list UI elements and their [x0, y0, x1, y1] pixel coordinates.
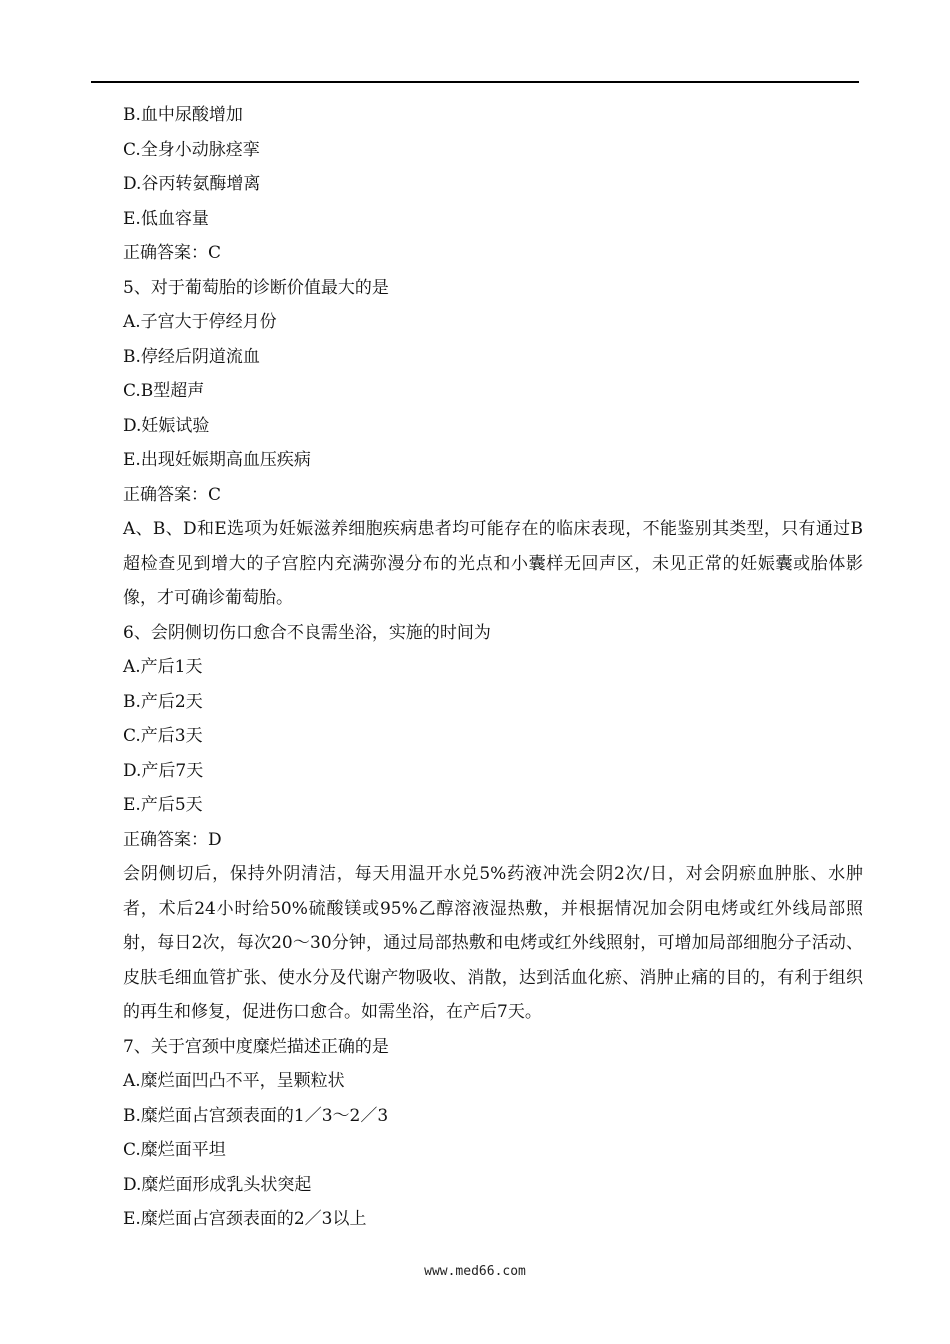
q4-option-d: D.谷丙转氨酶增离: [123, 174, 261, 194]
q4-option-b: B.血中尿酸增加: [123, 105, 243, 125]
q5-question: 5、对于葡萄胎的诊断价值最大的是: [123, 277, 389, 298]
q5-answer: 正确答案：C: [123, 484, 222, 505]
q6-explanation: 会阴侧切后，保持外阴清洁，每天用温开水兑5%药液冲洗会阴2次/日，对会阴瘀血肿胀、水肿者，术后24小时给50%硫酸镁或95%乙醇溶液湿热敷，并根据情况加会阴电烤或红外线局部照射，每日2次，每次20～30分钟，通过局部热敷和电烤或红外线照射，可增加局部细胞分子活动、皮肤毛细血管扩张、使水分及代谢产物吸收、消散，达到活血化瘀、消肿止痛的目的，有利于组织的再生和修复，促进伤口愈合。如需坐浴，在产后7天。: [123, 864, 863, 1022]
q4-answer: 正确答案：C: [123, 243, 222, 263]
q7-option-c: C.糜烂面平坦: [123, 1140, 226, 1160]
q7-question: 7、关于宫颈中度糜烂描述正确的是: [123, 1036, 389, 1057]
q6-option-b: B.产后2天: [123, 691, 203, 712]
q6-option-c: C.产后3天: [123, 726, 203, 746]
q7-option-a: A.糜烂面凹凸不平，呈颗粒状: [123, 1071, 345, 1091]
q4-option-c: C.全身小动脉痉挛: [123, 139, 260, 160]
q6-question: 6、会阴侧切伤口愈合不良需坐浴，实施的时间为: [123, 622, 491, 643]
q6-option-d: D.产后7天: [123, 760, 204, 781]
q7-option-b: B.糜烂面占宫颈表面的1／3～2／3: [123, 1105, 389, 1126]
document-body: [123, 98, 863, 1237]
q4-option-e: E.低血容量: [123, 208, 209, 229]
footer-url[interactable]: www.med66.com: [424, 1264, 526, 1279]
q5-option-d: D.妊娠试验: [123, 415, 210, 436]
q7-option-e: E.糜烂面占宫颈表面的2／3以上: [123, 1209, 367, 1229]
q6-answer: 正确答案：D: [123, 829, 222, 850]
q7-option-d: D.糜烂面形成乳头状突起: [123, 1174, 312, 1195]
q5-explanation: A、B、D和E选项为妊娠滋养细胞疾病患者均可能存在的临床表现，不能鉴别其类型，只有通过B超检查见到增大的子宫腔内充满弥漫分布的光点和小囊样无回声区，未见正常的妊娠囊或胎体影像，才可确诊葡萄胎。: [123, 519, 863, 608]
q5-option-a: A.子宫大于停经月份: [123, 312, 277, 332]
q5-option-c: C.B型超声: [123, 381, 205, 401]
q6-option-a: A.产后1天: [123, 657, 203, 677]
q5-option-b: B.停经后阴道流血: [123, 346, 260, 367]
header-rule: [91, 81, 859, 83]
q5-option-e: E.出现妊娠期高血压疾病: [123, 450, 311, 470]
q6-option-e: E.产后5天: [123, 795, 203, 815]
